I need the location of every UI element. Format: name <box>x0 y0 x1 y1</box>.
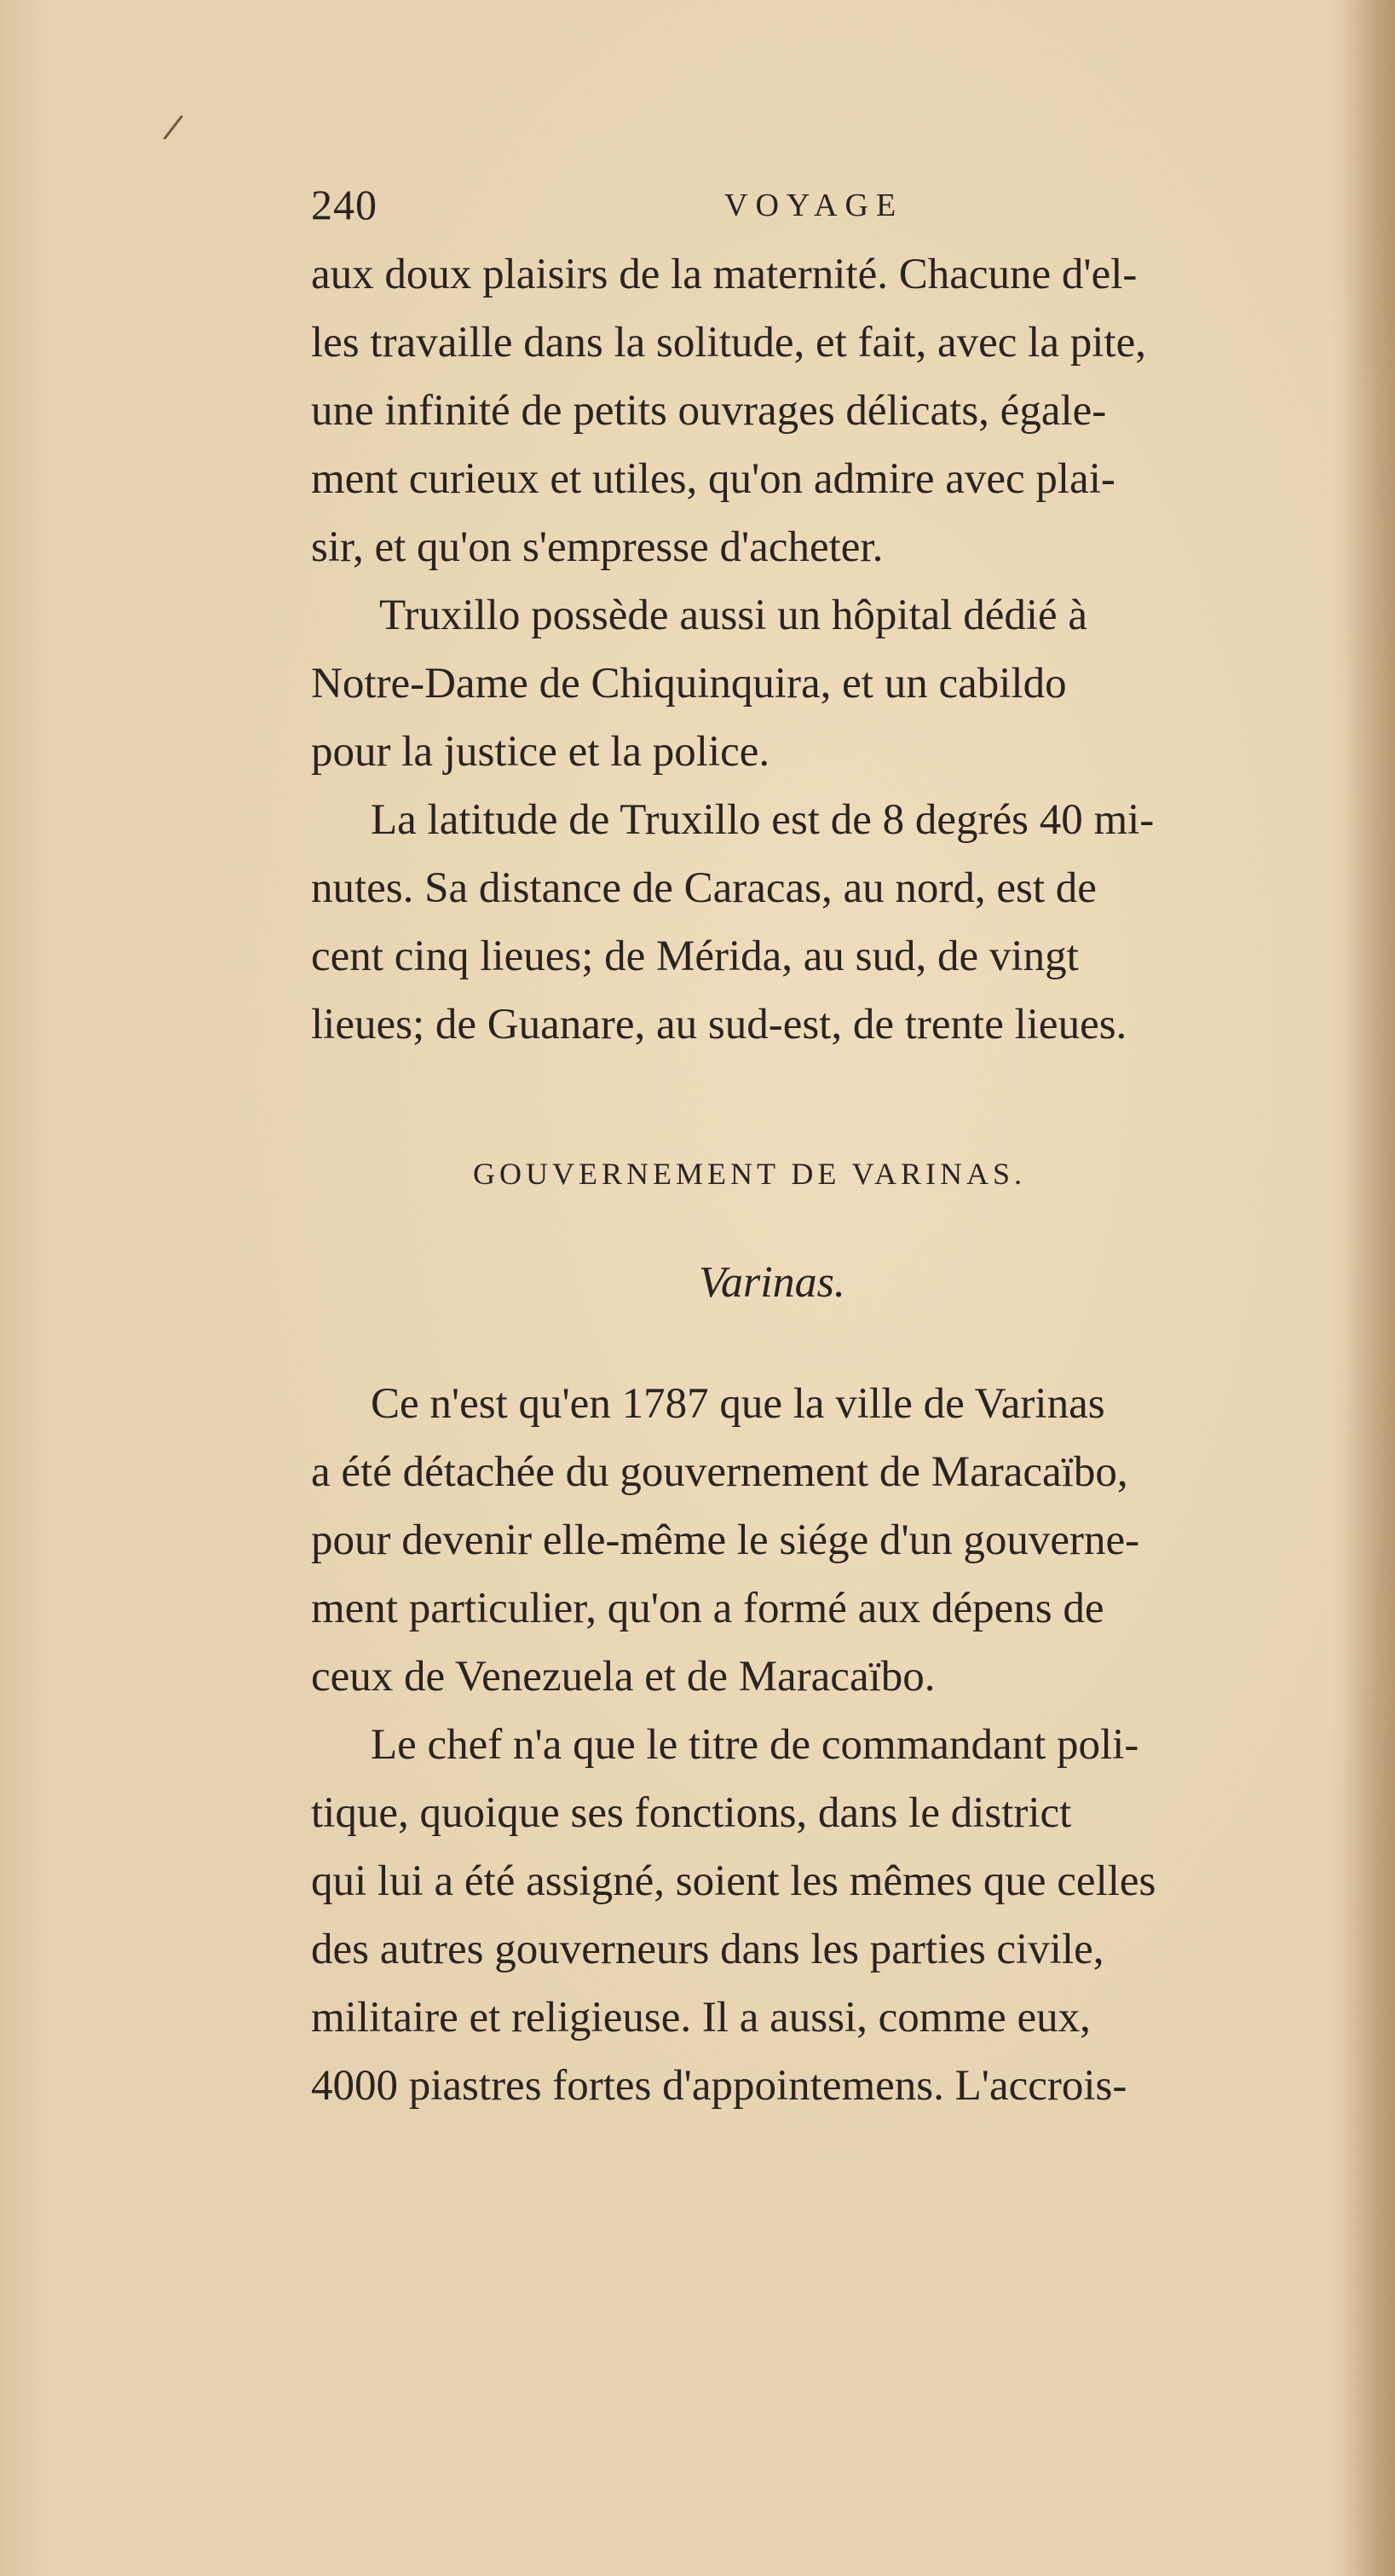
text-line: militaire et religieuse. Il a aussi, comme eux, <box>311 1994 1091 2042</box>
text-line: nutes. Sa distance de Caracas, au nord, est de <box>311 864 1097 912</box>
text-line: pour la justice et la police. <box>311 728 770 776</box>
text-line: ment curieux et utiles, qu'on admire avec plai- <box>311 455 1115 503</box>
page-number: 240 <box>311 181 378 228</box>
page-header <box>311 175 976 234</box>
text-line: les travaille dans la solitude, et fait, avec la pite, <box>311 319 1146 367</box>
section-heading: GOUVERNEMENT DE VARINAS. <box>473 1157 1027 1191</box>
text-line: 4000 piastres fortes d'appointemens. L'accrois- <box>311 2062 1127 2110</box>
text-line: pour devenir elle-même le siége d'un gouverne- <box>311 1516 1140 1564</box>
text-line: ment particulier, qu'on a formé aux dépens de <box>311 1585 1104 1632</box>
text-line: sir, et qu'on s'empresse d'acheter. <box>311 523 884 571</box>
text-line: tique, quoique ses fonctions, dans le district <box>311 1789 1072 1837</box>
text-line: cent cinq lieues; de Mérida, au sud, de vingt <box>311 933 1079 980</box>
text-line: Notre-Dame de Chiquinquira, et un cabildo <box>311 660 1067 708</box>
text-line: Le chef n'a que le titre de commandant poli- <box>371 1721 1139 1769</box>
text-line: ceux de Venezuela et de Maracaïbo. <box>311 1653 936 1701</box>
running-head: VOYAGE <box>724 188 904 223</box>
section-subheading: Varinas. <box>699 1258 845 1307</box>
page-edge-mark: / <box>161 107 186 148</box>
text-line: La latitude de Truxillo est de 8 degrés 40 mi- <box>371 796 1155 844</box>
text-line: des autres gouverneurs dans les parties civile, <box>311 1926 1104 1973</box>
text-line: a été détachée du gouvernement de Maracaïbo, <box>311 1448 1128 1496</box>
text-line: aux doux plaisirs de la maternité. Chacune d'el- <box>311 251 1138 298</box>
text-line: une infinité de petits ouvrages délicats, égale- <box>311 387 1107 435</box>
text-line: lieues; de Guanare, au sud-est, de trente lieues. <box>311 1001 1127 1048</box>
page-fold-shadow <box>1344 0 1395 2576</box>
text-line: Ce n'est qu'en 1787 que la ville de Varinas <box>371 1380 1105 1428</box>
text-line: qui lui a été assigné, soient les mêmes que celles <box>311 1857 1156 1905</box>
text-line: Truxillo possède aussi un hôpital dédié à <box>379 592 1088 639</box>
